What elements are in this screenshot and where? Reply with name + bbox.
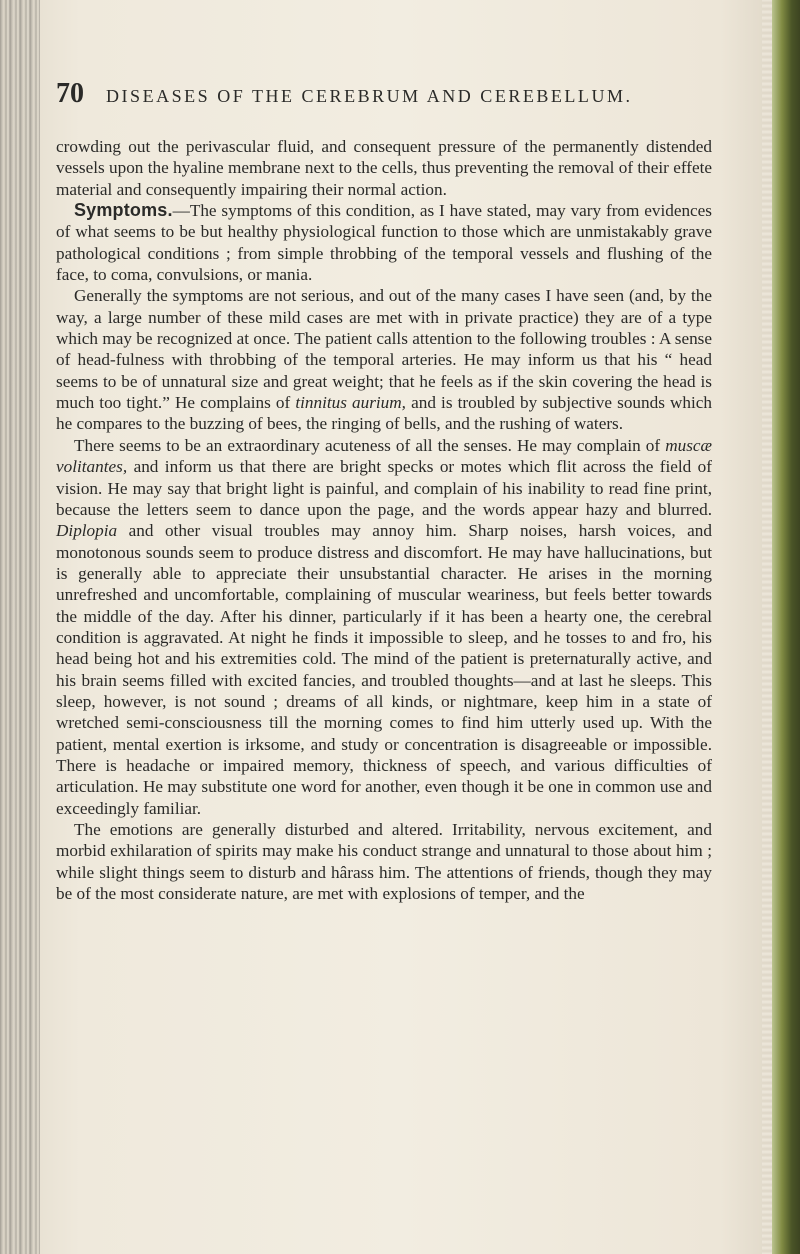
- paragraph-3: [56, 285, 712, 434]
- paragraph-4: [56, 435, 712, 819]
- paragraph-text: There seems to be an extraordinary acuteness of all the senses. He may complain of: [74, 435, 666, 455]
- section-heading-symptoms: Symptoms.: [74, 200, 173, 221]
- paragraph-5: [56, 819, 712, 904]
- paragraph-text-continued: and other visual troubles may annoy him. Sharp noises, harsh voices, and monotonous sounds seem to produce distress and discomfort. He may have hallucinations, but is generally able to appreciate their unsubstantial character. He arises in the morning unrefreshed and uncomfortable, complaining of muscular weariness, but feels better towards the middle of the day. After his dinner, particularly if it has been a hearty one, the cerebral condition is aggravated. At night he finds it impossible to sleep, and he tosses to and fro, his head being hot and his extremities cold. The mind of the patient is preternaturally active, and his brain seems filled with excited fancies, and troubled thoughts—and at last he sleeps. This sleep, however, is not sound ; dreams of all kinds, or nightmare, keep him in a state of wretched semi-consciousness till the morning comes to find him utterly used up. With the patient, mental exertion is irksome, and study or concentration is disagreeable or impossible. There is headache or impaired memory, thickness of speech, and various difficulties of articulation. He may substitute one word for another, even though it be one in common use and exceedingly familiar.: [56, 521, 712, 818]
- italic-term-muscae: muscæ volitantes,: [56, 435, 712, 477]
- page-header: [56, 78, 780, 110]
- paragraph-text-continued: and inform us that there are bright specks or motes which flit across the field of vision. He may say that bright light is painful, and complain of his inability to read fine print, because the letters seem to dance upon the page, and the words appear hazy and blurred.: [56, 457, 712, 519]
- running-head: DISEASES OF THE CEREBRUM AND CEREBELLUM.: [106, 86, 633, 106]
- paragraph-2: [56, 200, 712, 285]
- body-text: [56, 136, 712, 904]
- paragraph-text: —The symptoms of this condition, as I have stated, may vary from evidences of what seems to be but healthy physiological function to those which are unmistakably grave pathological conditions ; from simple throbbing of the temporal vessels and flushing of the face, to coma, convulsions, or mania.: [56, 201, 712, 285]
- page-content: [56, 78, 780, 904]
- page-gutter-edge: [0, 0, 40, 1254]
- page-number: 70: [56, 78, 84, 109]
- paragraph-text: Generally the symptoms are not serious, and out of the many cases I have seen (and, by the way, a large number of these mild cases are met with in private practice) they are of a type which may be recognized at once. The patient calls attention to the following troubles : A sense of head-fulness with throbbing of the temporal arteries. He may inform us that his “ head seems to be of unnatural size and great weight; that he feels as if the skin covering the head is much too tight.” He complains of: [56, 286, 712, 413]
- paragraph-text: crowding out the perivascular fluid, and consequent pressure of the permanently distended vessels upon the hyaline membrane next to the cells, thus preventing the removal of their effete material and consequently impairing their normal action.: [56, 137, 712, 199]
- italic-term-diplopia: Diplopia: [56, 521, 118, 541]
- italic-term-tinnitus: tinnitus aurium,: [295, 393, 406, 413]
- paragraph-1: [56, 136, 712, 200]
- paragraph-text: The emotions are generally disturbed and altered. Irritability, nervous excitement, and morbid exhilaration of spirits may make his conduct strange and unnatural to those about him ; while slight things seem to disturb and hârass him. The attentions of friends, though they may be of the most considerate nature, are met with explosions of temper, and the: [56, 820, 712, 904]
- paragraph-text-continued: and is troubled by subjective sounds which he compares to the buzzing of bees, the ringing of bells, and the rushing of waters.: [56, 393, 713, 434]
